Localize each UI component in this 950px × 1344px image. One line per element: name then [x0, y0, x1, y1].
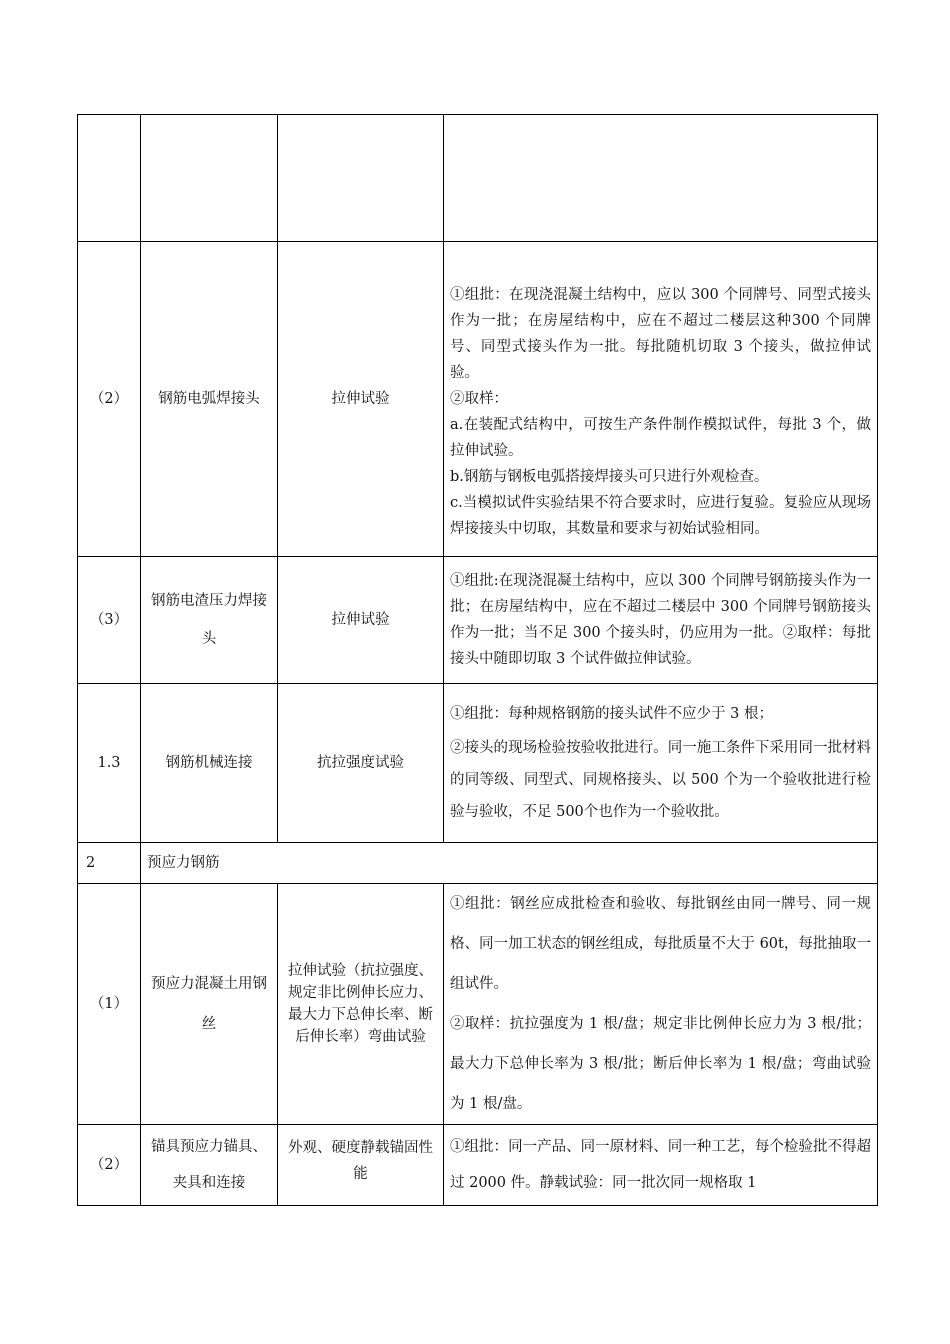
- table-row: [78, 884, 878, 1125]
- description-paragraph: ①组批：同一产品、同一原材料、同一种工艺，每个检验批不得超过 2000 件。静载试验：同一批次同一规格取 1: [450, 1139, 871, 1191]
- item-description: [444, 115, 878, 242]
- description-paragraph: ①组批：钢丝应成批检查和验收、每批钢丝由同一牌号、同一规格、同一加工状态的钢丝组成，每批质量不大于 60t，每批抽取一组试件。: [450, 896, 871, 992]
- description-paragraph: ②接头的现场检验按验收批进行。同一施工条件下采用同一批材料的同等级、同型式、同规格接头、以 500 个为一个验收批进行检验与验收，不足 500个也作为一个验收批。: [450, 740, 871, 820]
- row-number: 1.3: [78, 684, 141, 843]
- description-paragraph: ①组批：每种规格钢筋的接头试件不应少于 3 根；: [450, 706, 773, 722]
- description-paragraph: c.当模拟试件实验结果不符合要求时，应进行复验。复验应从现场焊接接头中切取，其数量和要求与初始试验相同。: [450, 495, 871, 537]
- test-item: [278, 115, 444, 242]
- inspection-table: [77, 114, 878, 1206]
- description-paragraph: ①组批:在现浇混凝土结构中，应以 300 个同牌号钢筋接头作为一批；在房屋结构中，应在不超过二楼层中 300 个同牌号钢筋接头作为一批；当不足 300 个接头时，仍应用为一批。②取样：每批接头中随即切取 3 个试件做拉伸试验。: [450, 573, 871, 667]
- item-description: [444, 1125, 878, 1206]
- table-row: [78, 843, 878, 884]
- row-number: （1）: [78, 884, 141, 1125]
- test-item: 拉伸试验: [278, 242, 444, 557]
- item-name: [141, 115, 278, 242]
- description-paragraph: ②取样：: [450, 391, 508, 407]
- description-paragraph: ②取样：抗拉强度为 1 根/盘；规定非比例伸长应力为 3 根/批；最大力下总伸长率为 3 根/批；断后伸长率为 1 根/盘；弯曲试验为 1 根/盘。: [450, 1016, 871, 1112]
- table-row: [78, 684, 878, 843]
- test-item: 拉伸试验（抗拉强度、规定非比例伸长应力、最大力下总伸长率、断后伸长率）弯曲试验: [278, 884, 444, 1125]
- table-row: [78, 242, 878, 557]
- table-row: [78, 557, 878, 684]
- test-item: 拉伸试验: [278, 557, 444, 684]
- row-number: （3）: [78, 557, 141, 684]
- item-description: [444, 884, 878, 1125]
- row-number: （2）: [78, 1125, 141, 1206]
- item-name: 锚具预应力锚具、夹具和连接: [141, 1125, 278, 1206]
- test-item: 外观、硬度静载锚固性能: [278, 1125, 444, 1206]
- test-item: 抗拉强度试验: [278, 684, 444, 843]
- table-row: [78, 115, 878, 242]
- item-description: [444, 684, 878, 843]
- section-title: 预应力钢筋: [141, 843, 878, 884]
- row-number: （2）: [78, 242, 141, 557]
- description-paragraph: a.在装配式结构中，可按生产条件制作模拟试件，每批 3 个，做拉伸试验。: [450, 417, 871, 459]
- item-description: [444, 242, 878, 557]
- description-paragraph: b.钢筋与钢板电弧搭接焊接头可只进行外观检查。: [450, 469, 769, 485]
- item-description: [444, 557, 878, 684]
- item-name: 钢筋电渣压力焊接头: [141, 557, 278, 684]
- row-number: 2: [78, 843, 141, 884]
- row-number: [78, 115, 141, 242]
- item-name: 预应力混凝土用钢丝: [141, 884, 278, 1125]
- item-name: 钢筋机械连接: [141, 684, 278, 843]
- item-name: 钢筋电弧焊接头: [141, 242, 278, 557]
- description-paragraph: ①组批：在现浇混凝土结构中，应以 300 个同牌号、同型式接头作为一批；在房屋结构中，应在不超过二楼层这种300 个同牌号、同型式接头作为一批。每批随机切取 3 个接头，做拉伸试验。: [450, 287, 871, 381]
- table-row: [78, 1125, 878, 1206]
